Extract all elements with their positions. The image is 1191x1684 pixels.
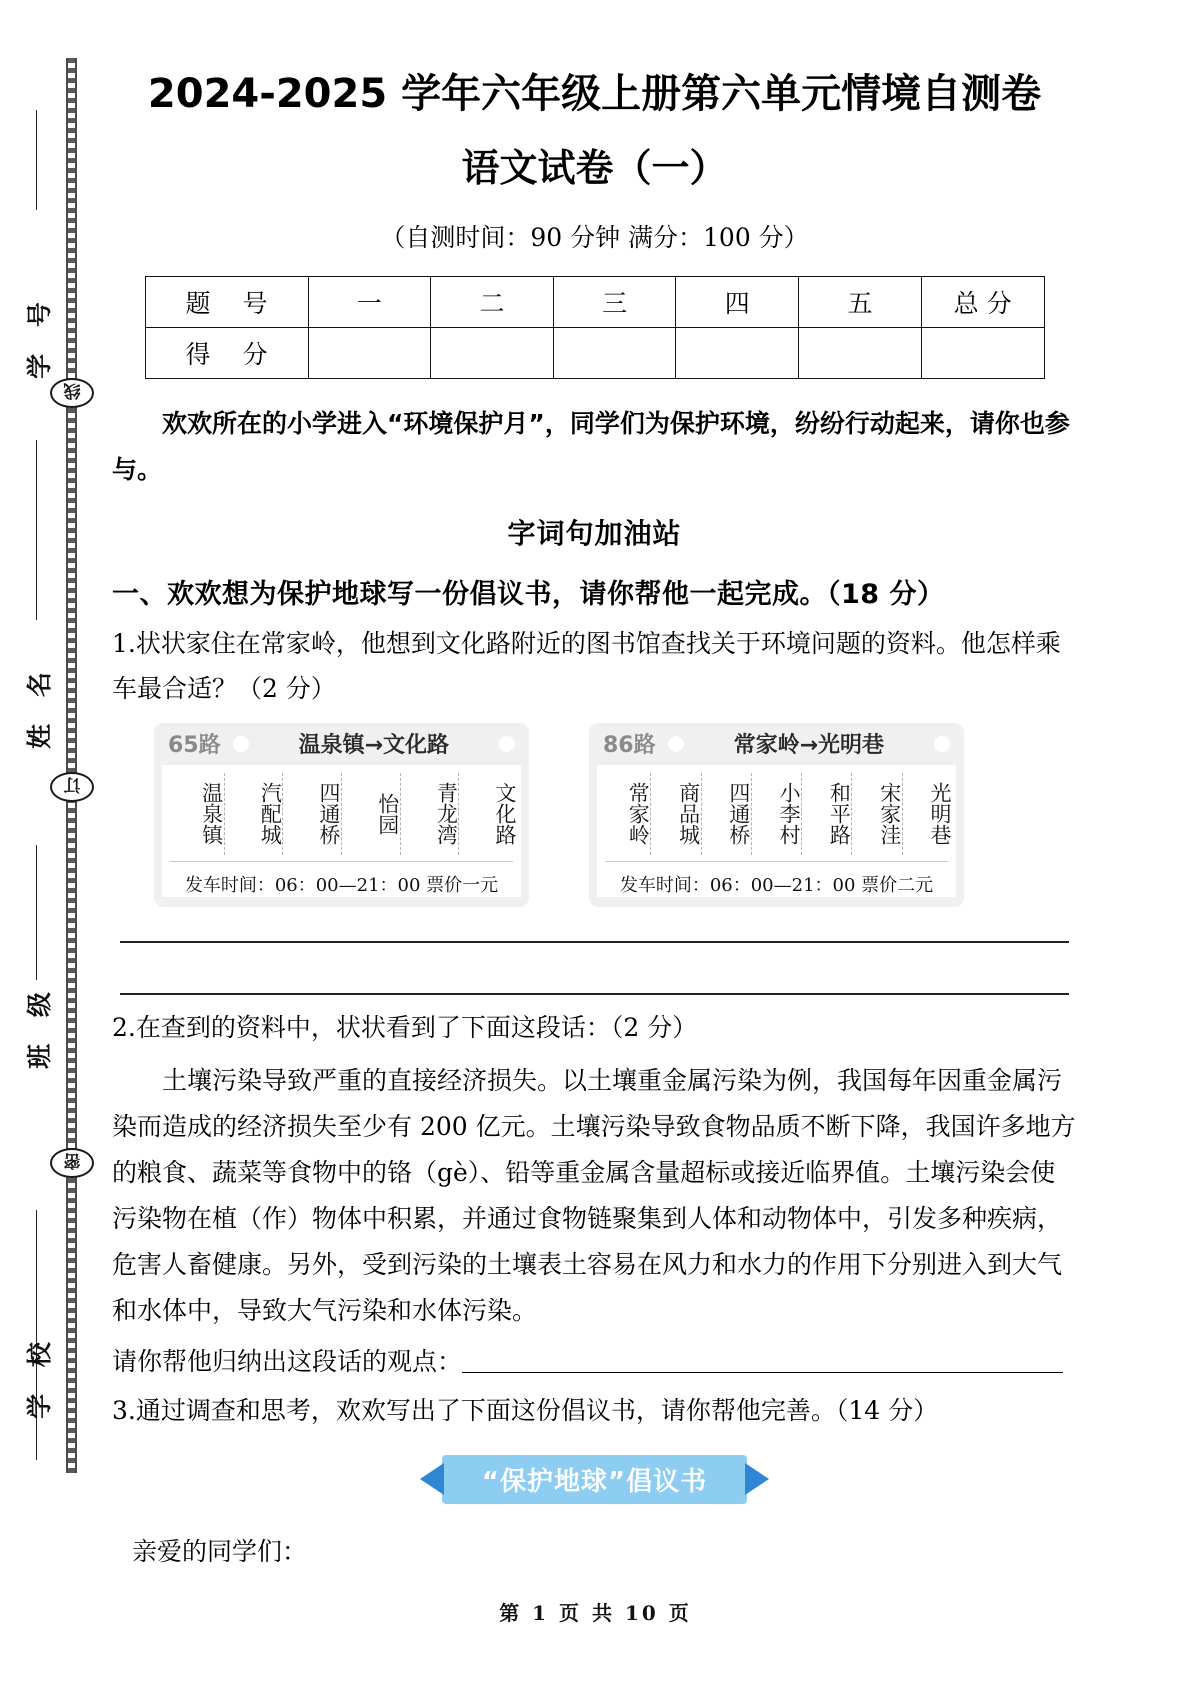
question-1-2-prompt	[112, 1334, 1077, 1378]
score-cell[interactable]	[799, 328, 922, 379]
bus-stop: 常家岭	[601, 773, 651, 855]
table-row	[145, 277, 1044, 328]
bus-number: 65路	[168, 733, 221, 758]
bus-number: 86路	[603, 733, 656, 758]
score-table	[145, 276, 1045, 379]
bus-schedule-fare: 发车时间：06：00—21：00 票价二元	[605, 861, 948, 897]
question-one-heading: 一、欢欢想为保护地球写一份倡议书，请你帮他一起完成。（18 分）	[112, 578, 945, 610]
page-title: 2024-2025 学年六年级上册第六单元情境自测卷	[147, 71, 1042, 117]
margin-label-school: 学 校	[25, 1333, 54, 1419]
score-table-col-1: 一	[308, 277, 431, 328]
bus-stop: 文化路	[493, 782, 518, 845]
answer-blank[interactable]: ＿＿＿＿＿＿＿＿＿＿＿＿＿＿＿＿＿＿＿＿＿＿＿＿＿	[462, 1346, 1063, 1376]
prompt-label: 请你帮他归纳出这段话的观点：	[112, 1346, 463, 1376]
bus-card-86	[589, 723, 964, 907]
bus-stop: 宋家洼	[852, 773, 902, 855]
score-cell[interactable]	[921, 328, 1044, 379]
circle-icon	[668, 736, 684, 752]
bus-card-header	[589, 723, 964, 765]
proposal-banner: “保护地球”倡议书	[442, 1455, 747, 1504]
margin-divider-rule	[36, 520, 37, 620]
score-table-row-label: 题 号	[145, 277, 308, 328]
question-1-2-text: 2.在查到的资料中，状状看到了下面这段话：（2 分）	[112, 1012, 698, 1042]
score-cell[interactable]	[553, 328, 676, 379]
bus-stop: 汽配城	[225, 773, 284, 855]
bus-route-cards	[112, 711, 1077, 907]
margin-label-name: 姓 名	[25, 663, 54, 749]
score-cell[interactable]	[308, 328, 431, 379]
seal-margin-strip	[0, 0, 110, 1684]
proposal-salutation: 亲爱的同学们：	[132, 1536, 308, 1566]
score-table-col-3: 三	[553, 277, 676, 328]
score-table-col-total: 总 分	[921, 277, 1044, 328]
exam-meta-line: （自测时间：90 分钟 满分：100 分）	[380, 223, 809, 252]
bus-stop: 温泉镇	[166, 773, 225, 855]
score-table-row-label: 得 分	[145, 328, 308, 379]
margin-divider-rule	[36, 110, 37, 210]
bus-stop: 四通桥	[702, 773, 752, 855]
bus-stops-row	[601, 773, 952, 855]
score-table-col-5: 五	[799, 277, 922, 328]
margin-divider-rule	[36, 880, 37, 980]
seal-char-ding: 订	[50, 772, 94, 802]
score-table-col-4: 四	[676, 277, 799, 328]
margin-label-student-id: 学 号	[25, 293, 54, 379]
question-1-3-text: 3.通过调查和思考，欢欢写出了下面这份倡议书，请你帮他完善。（14 分）	[112, 1395, 939, 1425]
bus-stop: 和平路	[802, 773, 852, 855]
bus-stop: 四通桥	[283, 773, 342, 855]
bus-stop-list	[597, 765, 956, 897]
circle-icon	[499, 736, 515, 752]
question-1-1-text: 1.状状家住在常家岭，他想到文化路附近的图书馆查找关于环境问题的资料。他怎样乘车最合适？（2 分）	[112, 628, 1061, 703]
seal-char-mi: 密	[50, 1148, 94, 1178]
page-footer: 第 1 页 共 10 页	[499, 1601, 692, 1625]
circle-icon	[934, 736, 950, 752]
answer-line[interactable]	[120, 941, 1069, 943]
seal-char-xian: 线	[50, 378, 94, 408]
bus-stop: 怡园	[342, 773, 401, 855]
bus-route-direction: 常家岭→光明巷	[733, 733, 885, 758]
bus-schedule-fare: 发车时间：06：00—21：00 票价一元	[170, 861, 513, 897]
bus-stop: 青龙湾	[401, 773, 460, 855]
intro-paragraph: 欢欢所在的小学进入“环境保护月”，同学们为保护环境，纷纷行动起来，请你也参与。	[112, 409, 1070, 485]
score-table-col-2: 二	[431, 277, 554, 328]
bus-stop: 商品城	[651, 773, 701, 855]
bus-stops-row	[166, 773, 517, 855]
bus-stop: 小李村	[752, 773, 802, 855]
perforated-seal-line	[66, 58, 77, 1473]
circle-icon	[233, 736, 249, 752]
margin-label-class: 班 级	[25, 983, 54, 1069]
bus-card-65	[154, 723, 529, 907]
bus-card-header	[154, 723, 529, 765]
bus-route-direction: 温泉镇→文化路	[298, 733, 450, 758]
bus-stop: 光明巷	[927, 782, 952, 845]
score-cell[interactable]	[676, 328, 799, 379]
bus-stop-list	[162, 765, 521, 897]
reading-passage: 土壤污染导致严重的直接经济损失。以土壤重金属污染为例，我国每年因重金属污染而造成的经济损失至少有 200 亿元。土壤污染导致食物品质不断下降，我国许多地方的粮食、蔬菜等食物中的铬（gè）、铅等重金属含量超标或接近临界值。土壤污染会使污染物在植（作）物体中积累，并通过食物链聚集到人体和动物体中，引发多种疾病，危害人畜健康。另外，受到污染的土壤表土容易在风力和水力的作用下分别进入到大气和水体中，导致大气污染和水体污染。	[112, 1065, 1076, 1325]
table-row	[145, 328, 1044, 379]
paper-content	[112, 0, 1077, 1568]
page-subtitle: 语文试卷（一）	[461, 146, 728, 190]
score-cell[interactable]	[431, 328, 554, 379]
section-heading: 字词句加油站	[507, 516, 682, 550]
proposal-banner-wrapper	[112, 1433, 1077, 1504]
